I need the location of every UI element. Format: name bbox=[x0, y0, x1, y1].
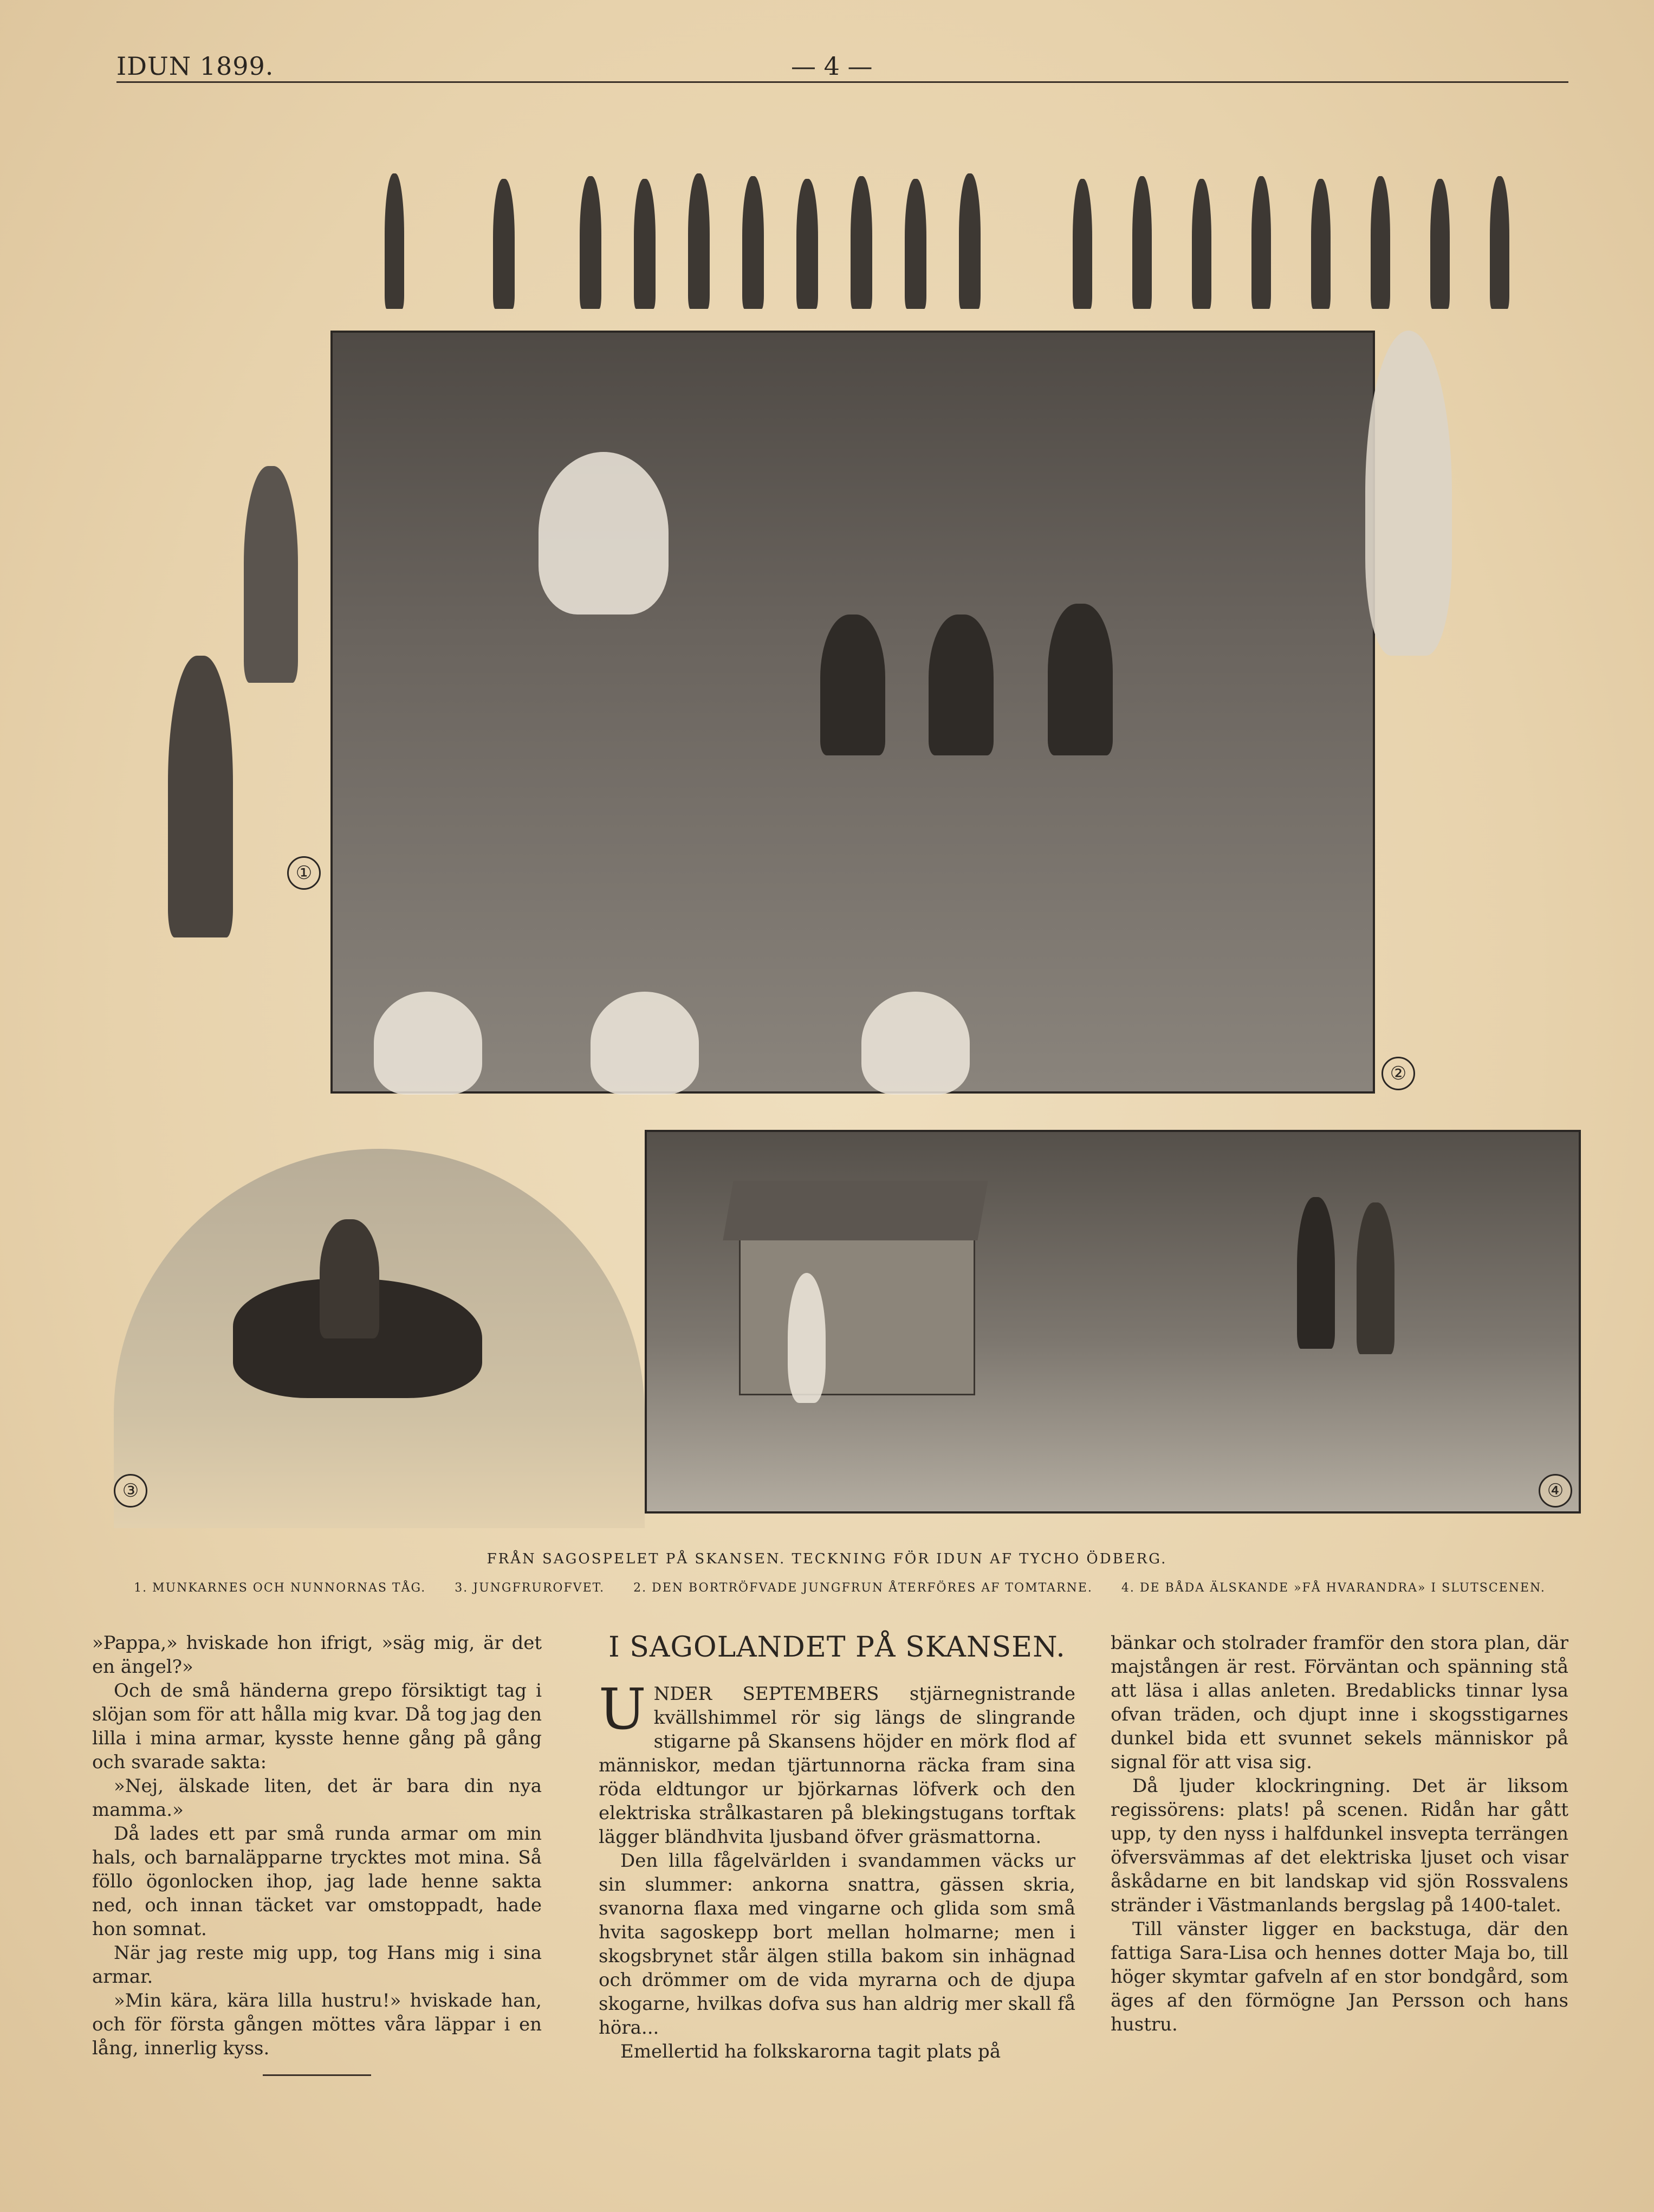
gnome-figure bbox=[820, 615, 885, 755]
procession-figure bbox=[1073, 179, 1092, 309]
cottage-roof bbox=[723, 1181, 988, 1240]
procession-figure bbox=[1311, 179, 1331, 309]
procession-figure bbox=[1132, 176, 1152, 309]
nun-figure bbox=[168, 656, 233, 937]
woman-figure bbox=[788, 1273, 826, 1403]
maiden-figure bbox=[539, 452, 669, 615]
spirit-figure bbox=[1365, 331, 1452, 656]
paragraph: När jag reste mig upp, tog Hans mig i sina armar. bbox=[92, 1942, 542, 1988]
illustration-caption: FRÅN SAGOSPELET PÅ SKANSEN. TECKNING FÖR IDUN AF TYCHO ÖDBERG. bbox=[487, 1551, 1167, 1567]
page-header bbox=[116, 51, 1568, 89]
lead-text: NDER SEPTEMBERS stjärnegnistrande kvällshimmel rör sig längs de slingrande stigarne på Skansens höjder en mörk flod af människor, medan tjärtunnorna räcka fram sina röda eldtungor ur björkarnas löfverk och den elektriska strålkastaren på blekingstugans torftak lägger bländhvita ljusband öfver gräsmattorna. bbox=[599, 1683, 1075, 1848]
procession-figure bbox=[1251, 176, 1271, 309]
paragraph: bänkar och stolrader framför den stora plan, där majstången är rest. Förväntan och spänning stå att läsa i allas anleten. Bredablicks tinnar lysa ofvan träden, och djupt inne i skogsstigarnes dunkel bida ett svunnet sekels människor på signal för att visa sig. bbox=[1111, 1632, 1568, 1773]
text-column-3 bbox=[1111, 1631, 1568, 2036]
magazine-title: IDUN 1899. bbox=[116, 51, 274, 81]
gnome-figure bbox=[929, 615, 994, 755]
legend-item: 3. JUNGFRUROFVET. bbox=[455, 1581, 605, 1595]
procession-figure bbox=[959, 173, 981, 309]
procession-figure bbox=[1430, 179, 1450, 309]
paragraph: »Min kära, kära lilla hustru!» hviskade han, och för första gången möttes våra läppar i en lång, innerlig kyss. bbox=[92, 1990, 542, 2059]
procession-figure bbox=[905, 179, 926, 309]
procession-figure bbox=[1192, 179, 1211, 309]
paragraph: Till vänster ligger en backstuga, där den fattiga Sara-Lisa och hennes dotter Maja bo, till höger skymtar gafveln af en stor bondgård, som äges af den förmögne Jan Persson och hans hustru. bbox=[1111, 1918, 1568, 2035]
drop-cap: U bbox=[599, 1676, 646, 1742]
ghost-figure bbox=[591, 992, 699, 1095]
plate-number-3: ③ bbox=[114, 1474, 147, 1508]
monk-figure bbox=[244, 466, 298, 683]
engraving-illustration bbox=[103, 125, 1577, 1512]
procession-figure bbox=[796, 179, 818, 309]
plate-number-2: ② bbox=[1381, 1057, 1415, 1090]
header-rule bbox=[116, 81, 1568, 83]
procession-figure bbox=[851, 176, 872, 309]
paragraph: Då ljuder klockringning. Det är liksom regissörens: plats! på scenen. Ridån har gått upp, ty den nyss i halfdunkel insvepta terrängen öfversvämmas af det elektriska ljuset och visar åskådarne en bit landskap vid sjön Rossvalens stränder i Västmanlands bergslag på 1400-talet. bbox=[1111, 1775, 1568, 1916]
cottage bbox=[739, 1230, 975, 1395]
plate-number-1: ① bbox=[287, 856, 321, 890]
legend-item: 1. MUNKARNES OCH NUNNORNAS TÅG. bbox=[134, 1581, 426, 1595]
procession-scene bbox=[103, 125, 1577, 331]
paragraph: Den lilla fågelvärlden i svandammen väcks ur sin slummer: ankorna snattra, gässen skria, svanorna flaxa med vingarne och glida som små hvita sagoskepp bort mellan holmarne; men i skogsbrynet står älgen stilla bakom sin inhägnad och drömmer om de vida myrarna och de djupa skogarne, hvilkas dofva sus han aldrig mer skall få höra... bbox=[599, 1850, 1075, 2039]
paragraph: »Pappa,» hviskade hon ifrigt, »säg mig, är det en ängel?» bbox=[92, 1632, 542, 1678]
ghost-figure bbox=[374, 992, 482, 1095]
paragraph: »Nej, älskade liten, det är bara din nya mamma.» bbox=[92, 1775, 542, 1821]
abduction-scene bbox=[114, 1149, 645, 1528]
cottage-scene bbox=[645, 1130, 1581, 1514]
procession-figure bbox=[1490, 176, 1509, 309]
article-title: I SAGOLANDET PÅ SKANSEN. bbox=[608, 1631, 1066, 1664]
procession-figure bbox=[385, 173, 404, 309]
text-column-2 bbox=[599, 1631, 1075, 2064]
plate-number-4: ④ bbox=[1539, 1474, 1572, 1508]
procession-figure bbox=[634, 179, 656, 309]
illustration-legend bbox=[92, 1581, 1587, 1595]
gnome-figure bbox=[1048, 604, 1113, 755]
rescue-scene bbox=[330, 331, 1375, 1094]
lead-paragraph bbox=[599, 1676, 1075, 1849]
procession-figure bbox=[580, 176, 601, 309]
procession-figure bbox=[742, 176, 764, 309]
paragraph: Då lades ett par små runda armar om min hals, och barnaläpparne trycktes mot mina. Så föllo ögonlocken ihop, jag lade henne sakta ned, och innan täcket var omstoppadt, hade hon somnat. bbox=[92, 1823, 542, 1940]
text-column-1 bbox=[92, 1631, 542, 2076]
page-number: — 4 — bbox=[791, 51, 873, 81]
lover-figure bbox=[1357, 1202, 1394, 1354]
story-end-rule bbox=[263, 2074, 371, 2076]
legend-item: 4. DE BÅDA ÄLSKANDE »FÅ HVARANDRA» I SLUTSCENEN. bbox=[1121, 1581, 1546, 1595]
paragraph: Emellertid ha folkskarorna tagit plats på bbox=[620, 2041, 1001, 2062]
procession-figure bbox=[688, 173, 710, 309]
procession-figure bbox=[493, 179, 515, 309]
procession-figure bbox=[1371, 176, 1390, 309]
legend-item: 2. DEN BORTRÖFVADE JUNGFRUN ÅTERFÖRES AF TOMTARNE. bbox=[633, 1581, 1093, 1595]
monks-and-nuns-scene bbox=[103, 331, 330, 1100]
ghost-figure bbox=[861, 992, 970, 1095]
paragraph: Och de små händerna grepo försiktigt tag i slöjan som för att hålla mig kvar. Då tog jag den lilla i mina armar, kysste henne gång på gång och svarade sakta: bbox=[92, 1680, 542, 1773]
lover-figure bbox=[1297, 1197, 1335, 1349]
rider-figure bbox=[320, 1219, 379, 1338]
